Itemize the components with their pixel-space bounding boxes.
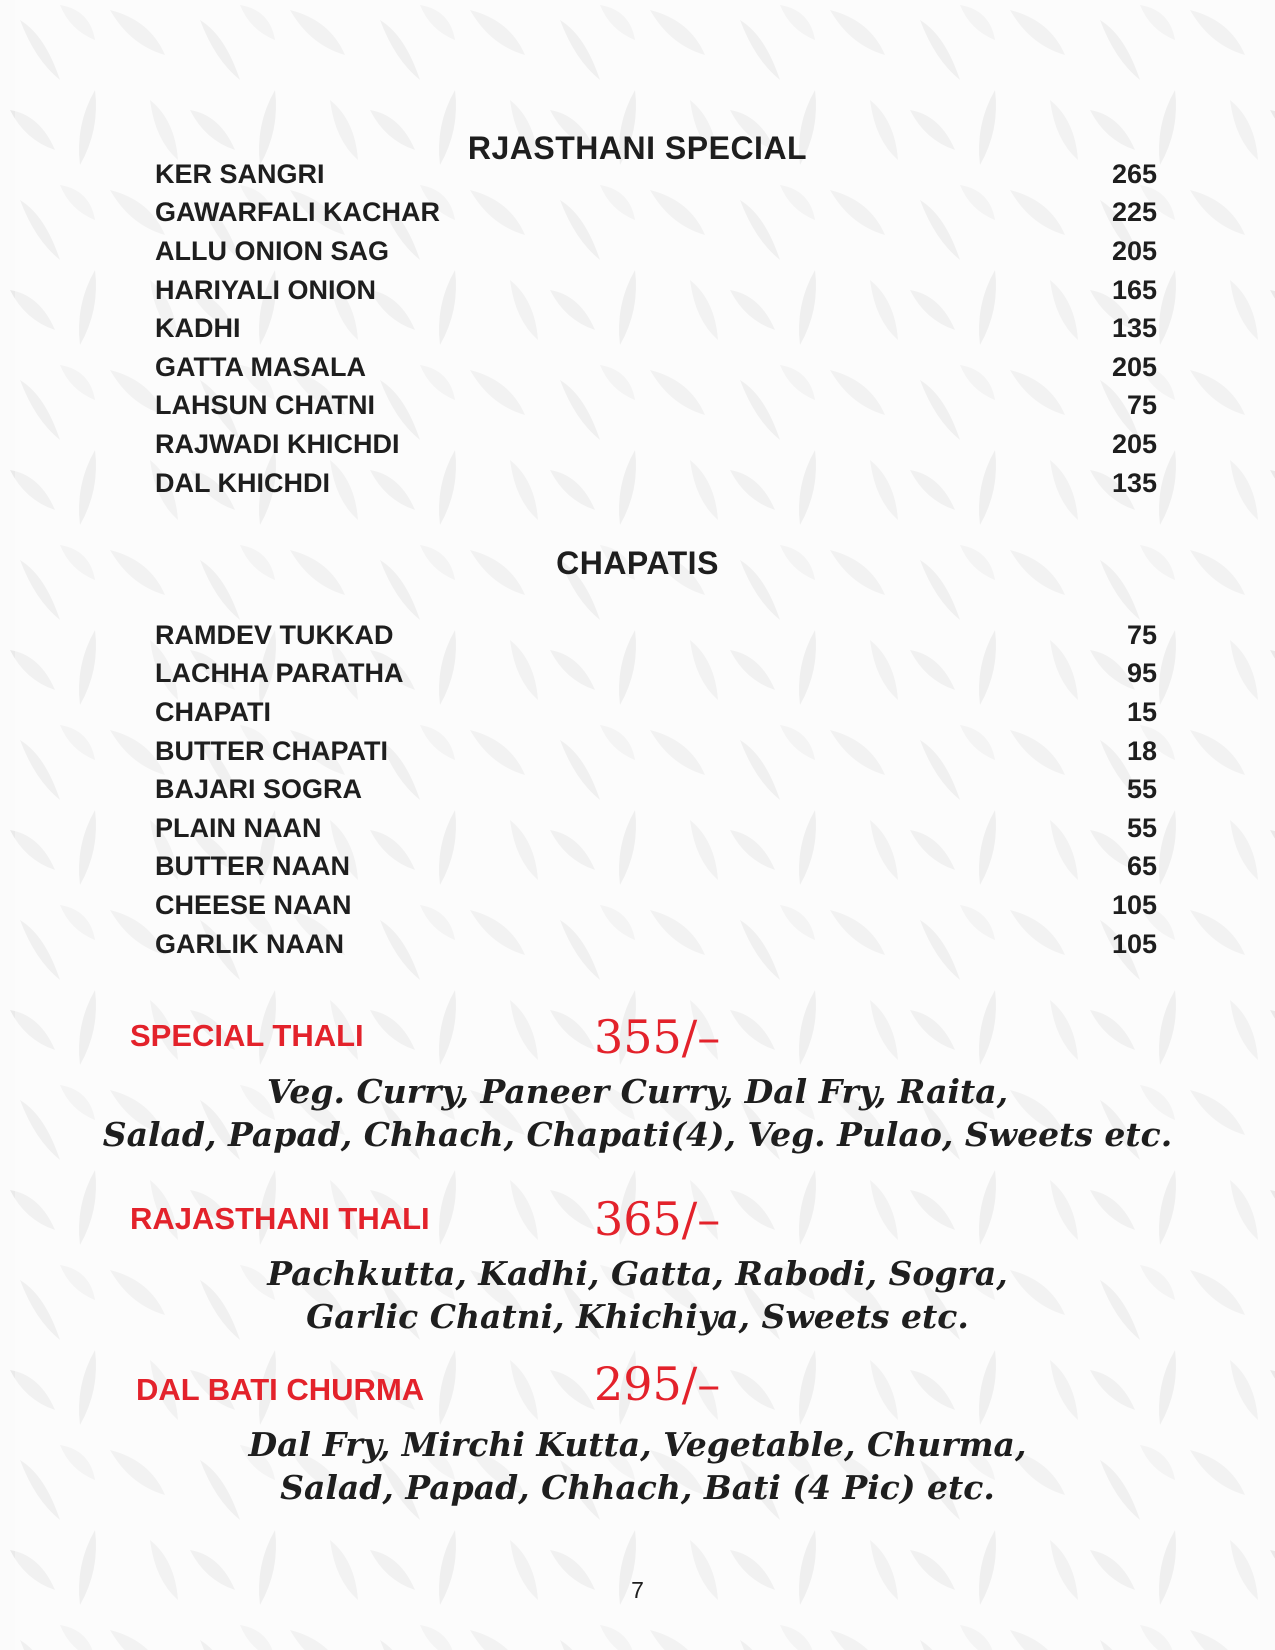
item-name: ALLU ONION SAG [155, 235, 389, 266]
special-thali-description [0, 1070, 1275, 1156]
chapatis-title: CHAPATIS [556, 545, 719, 581]
dal-bati-churma-description [0, 1423, 1275, 1509]
item-price: 105 [1111, 928, 1157, 959]
item-price: 135 [1111, 467, 1157, 498]
item-name: CHEESE NAAN [155, 889, 352, 920]
item-name: GAWARFALI KACHAR [155, 197, 440, 228]
menu-item [155, 387, 1157, 426]
item-price: 18 [1126, 735, 1157, 766]
item-name: RAJWADI KHICHDI [155, 428, 400, 459]
item-name: RAMDEV TUKKAD [155, 619, 394, 650]
page-number: 7 [631, 1577, 644, 1603]
menu-item [155, 925, 1157, 964]
chapatis-list [155, 616, 1157, 963]
description-line: Salad, Papad, Chhach, Chapati(4), Veg. Pulao, Sweets etc. [102, 1115, 1173, 1154]
item-price: 205 [1111, 351, 1157, 382]
item-name: KER SANGRI [155, 158, 325, 189]
item-price: 15 [1126, 696, 1157, 727]
item-price: 105 [1111, 889, 1157, 920]
menu-item [155, 616, 1157, 655]
description-line: Pachkutta, Kadhi, Gatta, Rabodi, Sogra, [267, 1254, 1008, 1293]
menu-item [155, 348, 1157, 387]
item-name: BUTTER CHAPATI [155, 735, 388, 766]
item-price: 75 [1126, 390, 1157, 421]
item-name: KADHI [155, 313, 241, 344]
item-name: BAJARI SOGRA [155, 774, 363, 805]
menu-item [155, 194, 1157, 233]
special-thali-name: SPECIAL THALI [130, 1018, 364, 1053]
item-price: 205 [1111, 235, 1157, 266]
item-price: 135 [1111, 313, 1157, 344]
menu-item [155, 809, 1157, 848]
item-price: 95 [1126, 658, 1157, 689]
menu-item [155, 770, 1157, 809]
menu-item [155, 271, 1157, 310]
menu-item [155, 655, 1157, 694]
menu-item [155, 309, 1157, 348]
menu-item [155, 232, 1157, 271]
item-name: GATTA MASALA [155, 351, 366, 382]
item-price: 55 [1126, 774, 1157, 805]
item-price: 265 [1111, 158, 1157, 189]
item-price: 65 [1126, 851, 1157, 882]
description-line: Salad, Papad, Chhach, Bati (4 Pic) etc. [280, 1468, 995, 1507]
item-price: 165 [1111, 274, 1157, 305]
description-line: Dal Fry, Mirchi Kutta, Vegetable, Churma, [248, 1425, 1027, 1464]
menu-item [155, 693, 1157, 732]
item-name: GARLIK NAAN [155, 928, 344, 959]
dal-bati-churma-price: 295/– [594, 1357, 721, 1411]
item-name: LAHSUN CHATNI [155, 390, 375, 421]
menu-item [155, 886, 1157, 925]
dal-bati-churma-name: DAL BATI CHURMA [136, 1372, 425, 1407]
rajasthani-thali-price: 365/– [594, 1192, 721, 1246]
item-name: DAL KHICHDI [155, 467, 330, 498]
rajasthani-thali-name: RAJASTHANI THALI [130, 1201, 430, 1236]
item-name: BUTTER NAAN [155, 851, 350, 882]
item-price: 75 [1126, 619, 1157, 650]
menu-item [155, 464, 1157, 503]
description-line: Veg. Curry, Paneer Curry, Dal Fry, Raita, [266, 1072, 1009, 1111]
menu-item [155, 848, 1157, 887]
special-thali-price: 355/– [594, 1010, 721, 1064]
item-name: HARIYALI ONION [155, 274, 377, 305]
item-name: CHAPATI [155, 696, 271, 727]
item-price: 225 [1111, 197, 1157, 228]
rajasthani-special-title: RJASTHANI SPECIAL [467, 130, 808, 166]
item-name: LACHHA PARATHA [155, 658, 404, 689]
item-price: 55 [1126, 812, 1157, 843]
menu-item [155, 732, 1157, 771]
rajasthani-thali-description [0, 1252, 1275, 1338]
item-name: PLAIN NAAN [155, 812, 322, 843]
description-line: Garlic Chatni, Khichiya, Sweets etc. [306, 1297, 969, 1336]
menu-item [155, 425, 1157, 464]
rajasthani-special-list [155, 155, 1157, 502]
menu-item [155, 155, 1157, 194]
item-price: 205 [1111, 428, 1157, 459]
